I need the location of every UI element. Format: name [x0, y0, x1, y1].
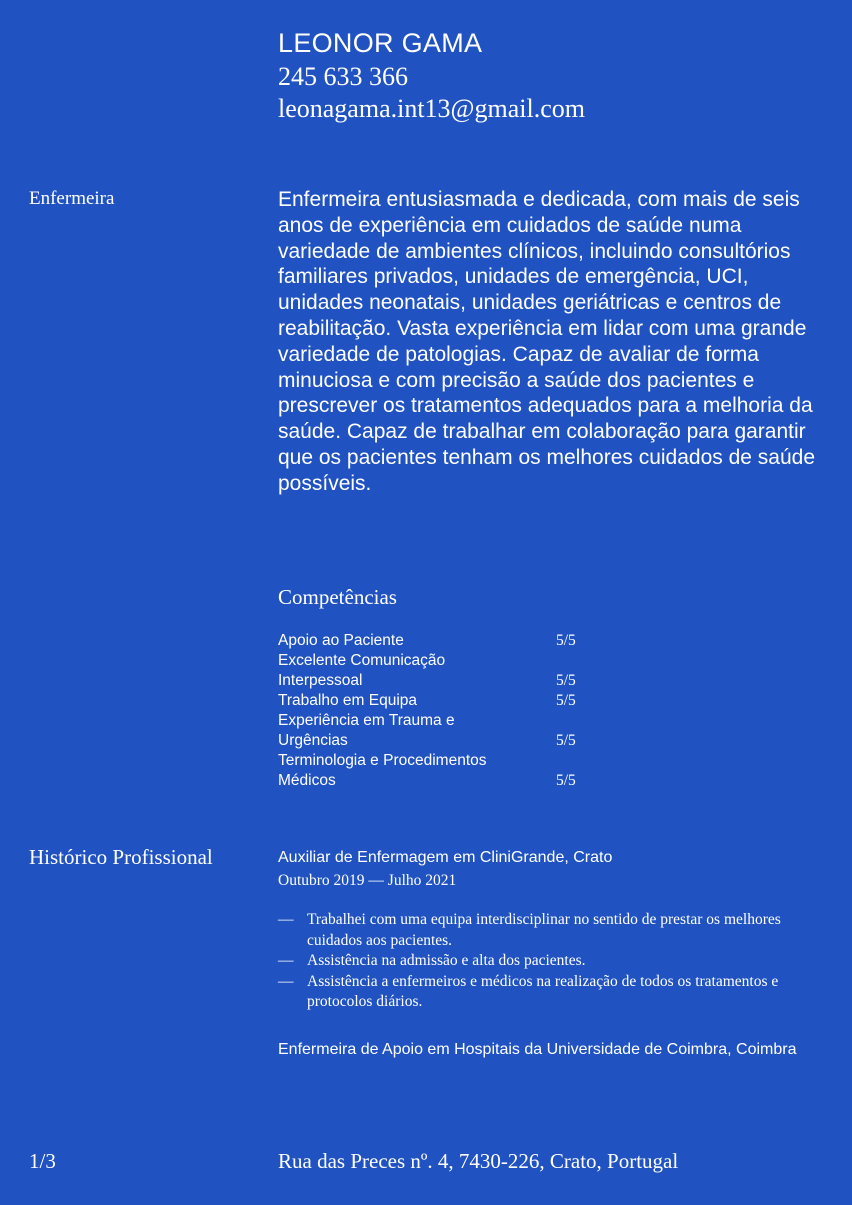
- skills-list: [278, 631, 578, 791]
- skill-item: [278, 691, 578, 711]
- skill-level: 5/5: [556, 692, 576, 709]
- skill-item: [278, 651, 578, 691]
- bullet-dash: —: [278, 911, 294, 928]
- duty-text: Assistência na admissão e alta dos pacientes.: [307, 952, 586, 969]
- page-number: 1/3: [29, 1149, 56, 1173]
- candidate-name: LEONOR GAMA: [278, 28, 483, 58]
- skill-item: [278, 631, 578, 651]
- job-title: Auxiliar de Enfermagem em CliniGrande, Crato: [278, 849, 613, 866]
- job-duties-list: [278, 910, 833, 1013]
- bullet-dash: —: [278, 952, 294, 969]
- list-item: [278, 972, 833, 1013]
- skill-item: [278, 751, 578, 791]
- duty-text: Assistência a enfermeiros e médicos na realização de todos os tratamentos e protocolos diários.: [307, 972, 779, 1010]
- skill-label: Excelente Comunicação Interpessoal: [278, 652, 446, 689]
- skill-label: Experiência em Trauma e Urgências: [278, 712, 455, 749]
- skill-level: 5/5: [556, 632, 576, 649]
- skill-label: Apoio ao Paciente: [278, 632, 404, 649]
- skills-heading: Competências: [278, 585, 397, 609]
- list-item: [278, 910, 833, 951]
- profile-summary: Enfermeira entusiasmada e dedicada, com mais de seis anos de experiência em cuidados de saúde numa variedade de ambientes clínicos, incluindo consultórios familiares privados, unidades de emergência, UCI, unidades neonatais, unidades geriátricas e centros de reabilitação. Vasta experiência em lidar com uma grande variedade de patologias. Capaz de avaliar de forma minuciosa e com precisão a saúde dos pacientes e prescrever os tratamentos adequados para a melhoria da saúde. Capaz de trabalhar em colaboração para garantir que os pacientes tenham os melhores cuidados de saúde possíveis.: [278, 188, 816, 495]
- job-title: Enfermeira de Apoio em Hospitais da Universidade de Coimbra, Coimbra: [278, 1041, 797, 1058]
- history-heading: Histórico Profissional: [29, 845, 213, 869]
- list-item: [278, 951, 833, 972]
- skill-item: [278, 711, 578, 751]
- phone-number: 245 633 366: [278, 62, 408, 91]
- skill-label: Trabalho em Equipa: [278, 692, 418, 709]
- skill-level: 5/5: [556, 672, 576, 689]
- skill-level: 5/5: [556, 772, 576, 789]
- bullet-dash: —: [278, 972, 294, 990]
- duty-text: Trabalhei com uma equipa interdisciplinar no sentido de prestar os melhores cuidados aos pacientes.: [307, 911, 781, 949]
- profile-role: Enfermeira: [29, 188, 115, 209]
- email-address: leonagama.int13@gmail.com: [278, 94, 585, 123]
- skill-level: 5/5: [556, 732, 576, 749]
- job-dates: Outubro 2019 — Julho 2021: [278, 872, 457, 889]
- skill-label: Terminologia e Procedimentos Médicos: [278, 752, 487, 789]
- postal-address: Rua das Preces nº. 4, 7430-226, Crato, Portugal: [278, 1149, 679, 1173]
